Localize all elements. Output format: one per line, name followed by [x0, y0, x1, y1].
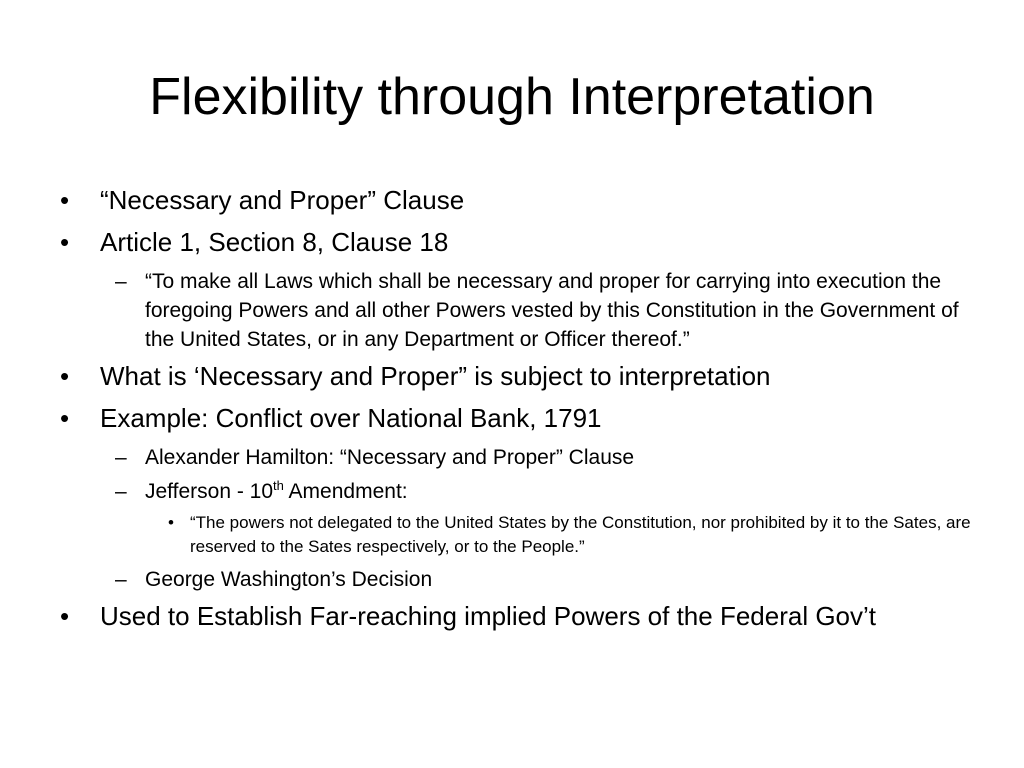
slide-title: Flexibility through Interpretation [149, 68, 875, 126]
bullet-marker: • [168, 513, 174, 532]
dash-marker: – [115, 480, 127, 503]
sub-bullet-text: Alexander Hamilton: “Necessary and Proper” Clause [145, 446, 635, 469]
dash-marker: – [115, 568, 127, 591]
sub-sub-bullet-tenth-amendment-quote [60, 511, 980, 559]
sub-bullet-text: George Washington’s Decision [145, 568, 433, 591]
sub-sub-bullet-text: “The powers not delegated to the United States by the Constitution, nor prohibited by it to the Sates, are reserved to the Sates respectively, or to the People.” [190, 513, 971, 556]
bullet-subject-to-interpretation [60, 359, 980, 393]
sub-bullet-washington-decision [60, 565, 980, 594]
dash-marker: – [115, 446, 127, 469]
sub-bullet-jefferson [60, 477, 980, 506]
bullet-text: “Necessary and Proper” Clause [100, 185, 465, 215]
bullet-text: Example: Conflict over National Bank, 1791 [100, 403, 602, 433]
bullet-marker: • [60, 185, 70, 215]
slide-body [60, 183, 980, 641]
bullet-marker: • [60, 227, 70, 257]
bullet-article-section-clause [60, 225, 980, 259]
dash-marker: – [115, 270, 127, 293]
bullet-national-bank-example [60, 401, 980, 435]
sub-bullet-clause-quote [60, 267, 980, 354]
bullet-text: Used to Establish Far-reaching implied Powers of the Federal Gov’t [100, 601, 877, 631]
bullet-marker: • [60, 361, 70, 391]
sub-bullet-hamilton [60, 443, 980, 472]
sub-bullet-text-prefix: Jefferson - 10 [145, 480, 274, 503]
sub-bullet-text: “To make all Laws which shall be necessary and proper for carrying into execution the foregoing Powers and all other Powers vested by this Constitution in the Government of the United States, or in any Department or Officer thereof.” [145, 270, 959, 351]
bullet-necessary-proper-clause [60, 183, 980, 217]
bullet-text: What is ‘Necessary and Proper” is subject to interpretation [100, 361, 771, 391]
bullet-marker: • [60, 403, 70, 433]
bullet-text: Article 1, Section 8, Clause 18 [100, 227, 449, 257]
sub-bullet-text-suffix: Amendment: [283, 480, 408, 503]
bullet-marker: • [60, 601, 70, 631]
superscript-th: th [273, 478, 284, 493]
bullet-implied-powers [60, 599, 980, 633]
